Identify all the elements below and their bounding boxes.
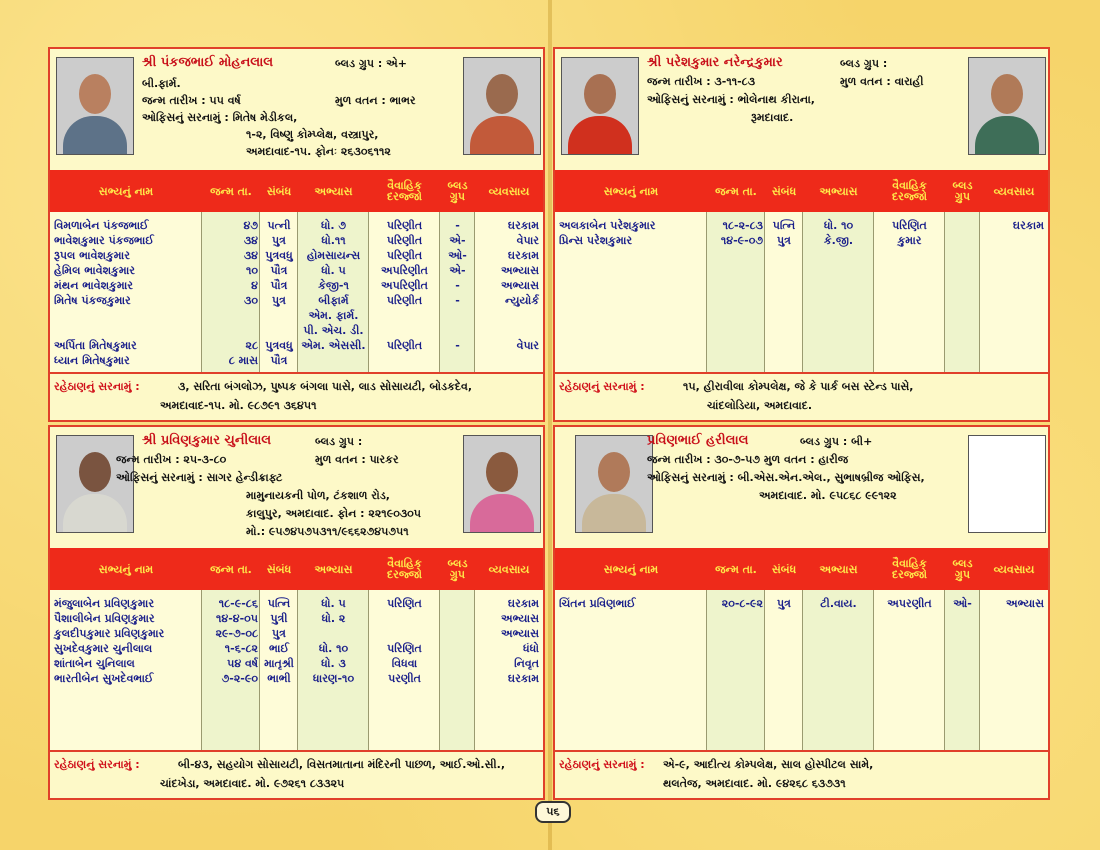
member-marital: અપરિણીત [381, 279, 428, 292]
address-line: ૩, સરિતા બંગલોઝ, પુષ્પક બંગલા પાસે, લાડ સોસાયટી, બોડકદેવ, [178, 380, 473, 393]
member-name: રૂપલ ભાવેશકુમાર [54, 249, 130, 262]
member-education: બીફાર્મ [318, 294, 349, 307]
member-occupation: વેપાર [516, 234, 539, 247]
member-marital: પરિણીત [386, 234, 423, 247]
col-header-education: અભ્યાસ [314, 184, 353, 198]
card-header [555, 427, 1048, 545]
member-dob: ૩૪ [243, 234, 258, 247]
member-marital: પરણીત [388, 672, 421, 685]
family-card [48, 47, 545, 422]
member-name: અર્પિતા મિતેષકુમાર [54, 339, 137, 352]
member-dob: ૩૦ [244, 294, 258, 307]
member-name: મંથન ભાવેશકુમાર [54, 279, 133, 292]
col-header-marital: વૈવાહિક દરજ્જો [892, 557, 927, 581]
member-marital: કુમાર [897, 234, 922, 247]
info-line: બી.ફાર્મ. [142, 77, 181, 90]
members-table [555, 212, 1048, 372]
member-blood: - [455, 219, 460, 232]
table-row [50, 353, 543, 368]
native-place: મુળ વતન : પારકર [315, 453, 399, 466]
member-education: એમ. ફાર્મ. [308, 309, 359, 322]
table-header [555, 170, 1048, 212]
member-relation: પત્નિ [267, 597, 291, 610]
member-marital: પરિણિત [892, 219, 927, 232]
table-row [555, 233, 1048, 248]
member-dob: ૮ માસ [228, 354, 258, 367]
member-dob: ૧૮-૨-૮૩ [722, 219, 763, 232]
info-line: ઓફિસનું સરનામું : ભોલેનાથ કીરાના, [647, 93, 815, 106]
member-occupation: ઘરકામ [507, 219, 539, 232]
member-dob: ૪૭ [243, 219, 258, 232]
address-label: રહેઠાણનું સરનામું : [559, 380, 645, 393]
member-dob: ૩૪ [243, 249, 258, 262]
blood-group: બ્લડ ગ્રુપ : [315, 435, 363, 448]
member-marital: અપરણીત [887, 597, 932, 610]
native-place: મુળ વતન : ભાભર [335, 94, 416, 107]
blood-group: બ્લડ ગ્રુપ : બી+ [800, 435, 873, 448]
spouse-photo [463, 435, 541, 533]
member-education: એમ. એસસી. [301, 339, 366, 352]
address-line: થલતેજ, અમદાવાદ. મો. ૯૪૨૬૮ ૬૩૭૩૧ [663, 777, 846, 790]
col-header-name: સભ્યનું નામ [603, 184, 659, 198]
member-occupation: વેપાર [516, 339, 539, 352]
member-education: ટી.વાય. [820, 597, 857, 610]
table-row [50, 611, 543, 626]
member-relation: પૌત્ર [270, 354, 288, 367]
info-line: ઓફિસનું સરનામું : સાગર હેન્ડીક્રાફ્ટ [116, 471, 283, 484]
member-name: હેમિલ ભાવેશકુમાર [54, 264, 135, 277]
member-name: મિતેષ પંકજકુમાર [54, 294, 131, 307]
member-dob: ૧૪-૪-૦૫ [215, 612, 258, 625]
member-occupation: નિવૃત [514, 657, 539, 670]
table-row [555, 596, 1048, 611]
member-name: ભાવેશકુમાર પંકજભાઈ [54, 234, 154, 247]
info-line: ઓફિસનું સરનામું : બી.એસ.એન.એલ., સુભાષબ્રીજ ઓફિસ, [647, 471, 925, 484]
member-occupation: અભ્યાસ [1005, 597, 1044, 610]
native-place: મુળ વતન : વારાહી [840, 75, 924, 88]
info-line: રૂમદાવાદ. [751, 111, 794, 124]
table-row [50, 596, 543, 611]
col-header-education: અભ્યાસ [819, 184, 858, 198]
member-dob: ૫૪ વર્ષ [227, 657, 258, 670]
member-name: મંજુલાબેન પ્રવિણકુમાર [54, 597, 155, 610]
col-header-name: સભ્યનું નામ [603, 562, 659, 576]
residence-address [50, 372, 543, 422]
info-line: જન્મ તારીખ : ૩-૧૧-૮૩ [647, 75, 756, 88]
member-name: શાંતાબેન ચુનિલાલ [54, 657, 135, 670]
col-header-blood: બ્લડ ગ્રુપ [952, 557, 973, 581]
member-relation: પત્નિ [772, 219, 796, 232]
member-dob: ૧-૬-૮૨ [224, 642, 258, 655]
info-line: જન્મ તારીખ : ૨૫-૩-૮૦ [116, 453, 227, 466]
info-line: જન્મ તારીખ : ૩૦-૭-૫૭ મુળ વતન : હારીજ [647, 453, 849, 466]
member-marital: અપરિણીત [381, 264, 428, 277]
address-line: બી-૪૩, સહયોગ સોસાયટી, વિસતમાતાના મંદિરની પાછળ, આઈ.ઓ.સી., [178, 758, 506, 771]
member-marital: પરિણીત [386, 294, 423, 307]
member-name: પ્રિન્સ પરેશકુમાર [559, 234, 633, 247]
address-label: રહેઠાણનું સરનામું : [54, 758, 140, 771]
head-photo [561, 57, 639, 155]
col-header-name: સભ્યનું નામ [98, 562, 154, 576]
table-row [50, 338, 543, 353]
member-relation: પુત્ર [272, 234, 286, 247]
member-relation: પુત્રી [270, 612, 288, 625]
member-relation: પુત્ર [777, 234, 791, 247]
table-header [50, 548, 543, 590]
col-header-marital: વૈવાહિક દરજ્જો [892, 179, 927, 203]
col-header-relation: સંબંધ [771, 562, 797, 576]
member-name: પૈશાલીબેન પ્રવિણકુમાર [54, 612, 155, 625]
member-education: કેજી-૧ [318, 279, 349, 292]
col-header-occupation: વ્યવસાય [488, 562, 530, 576]
member-marital: પરિણિત [387, 597, 422, 610]
table-row [50, 626, 543, 641]
family-card [553, 425, 1050, 800]
address-label: રહેઠાણનું સરનામું : [54, 380, 140, 393]
address-line: એ-૯, આદીત્ય કોમ્પલેક્ષ, સાલ હોસ્પીટલ સામે, [663, 758, 874, 771]
info-line: ઓફિસનું સરનામું : મિતેષ મેડીકલ, [142, 111, 298, 124]
member-occupation: ન્યુયોર્ક [504, 294, 539, 307]
member-education: હોમસાયન્સ [306, 249, 361, 262]
table-row [50, 656, 543, 671]
member-blood: ઓ- [953, 597, 972, 610]
col-header-education: અભ્યાસ [314, 562, 353, 576]
info-line: ૧-૨, વિષ્ણુ કોમ્પ્લેક્ષ, વસ્ત્રાપુર, [246, 128, 379, 141]
member-marital: પરિણીત [386, 219, 423, 232]
member-relation: પુત્રવધુ [265, 249, 293, 262]
members-table [555, 590, 1048, 750]
member-education: ધારણ-૧૦ [312, 672, 355, 685]
member-relation: પુત્ર [777, 597, 791, 610]
member-name: ચિંતન પ્રવિણભાઈ [559, 597, 636, 610]
member-dob: ૧૮-૯-૮૬ [218, 597, 258, 610]
member-education: પી. એચ. ડી. [303, 324, 364, 337]
member-relation: પુત્ર [272, 627, 286, 640]
family-head-name: શ્રી પરેશકુમાર નરેન્દ્રકુમાર [647, 55, 783, 70]
book-spine [548, 0, 552, 850]
residence-address [50, 750, 543, 800]
member-occupation: ઘરકામ [507, 672, 539, 685]
table-header [555, 548, 1048, 590]
member-dob: ૨૦-૮-૯૨ [721, 597, 763, 610]
table-row [50, 293, 543, 308]
member-relation: પૌત્ર [270, 279, 288, 292]
address-line: ચાંદખેડા, અમદાવાદ. મો. ૯૭૨૬૧ ૮૩૩૨૫ [160, 777, 345, 790]
member-name: વિમળાબેન પંકજભાઈ [54, 219, 149, 232]
residence-address [555, 372, 1048, 422]
card-header [50, 427, 543, 545]
member-occupation: ઘરકામ [1012, 219, 1044, 232]
member-blood: ઓ- [448, 249, 467, 262]
col-header-dob: જન્મ તા. [210, 184, 252, 198]
info-line: મો.: ૯૫૭૪૫૭૫૩૧૧/૯૬૬૨૭૪૫૭૫૧ [246, 525, 409, 538]
col-header-dob: જન્મ તા. [210, 562, 252, 576]
col-header-blood: બ્લડ ગ્રુપ [447, 557, 468, 581]
member-dob: ૨૮ [245, 339, 258, 352]
info-line: કાલુપુર, અમદાવાદ. ફોન : ૨૨૧૯૦૩૦૫ [246, 507, 422, 520]
member-name: કુલદીપકુમાર પ્રવિણકુમાર [54, 627, 165, 640]
members-table [50, 212, 543, 372]
member-marital: પરિણીત [386, 249, 423, 262]
col-header-occupation: વ્યવસાય [488, 184, 530, 198]
spouse-photo [463, 57, 541, 155]
col-header-relation: સંબંધ [771, 184, 797, 198]
member-marital: વિધવા [391, 657, 418, 670]
table-header [50, 170, 543, 212]
head-photo [56, 57, 134, 155]
address-label: રહેઠાણનું સરનામું : [559, 758, 645, 771]
member-relation: પત્ની [267, 219, 291, 232]
member-occupation: ધંધો [523, 642, 539, 655]
family-card [553, 47, 1050, 422]
member-occupation: અભ્યાસ [500, 264, 539, 277]
member-relation: માતૃશ્રી [264, 657, 294, 670]
table-row [50, 671, 543, 686]
member-name: અલકાબેન પરેશકુમાર [559, 219, 656, 232]
family-head-name: શ્રી પ્રવિણકુમાર ચુનીલાલ [142, 433, 272, 448]
members-table [50, 590, 543, 750]
member-education: ધો. ૧૦ [823, 219, 854, 232]
member-education: ધો. ૨ [321, 612, 346, 625]
member-blood: - [455, 279, 460, 292]
blood-group: બ્લડ ગ્રુપ : [840, 57, 888, 70]
table-row [50, 233, 543, 248]
col-header-blood: બ્લડ ગ્રુપ [447, 179, 468, 203]
residence-address [555, 750, 1048, 800]
col-header-dob: જન્મ તા. [715, 562, 757, 576]
member-name: સુખદેવકુમાર ચુનીલાલ [54, 642, 153, 655]
family-head-name: પ્રવિણભાઈ હરીલાલ [647, 433, 749, 448]
member-relation: પુત્રવધુ [265, 339, 293, 352]
member-education: ધો. ૩ [321, 657, 346, 670]
member-dob: ૭-૨-૯૦ [221, 672, 258, 685]
card-header [555, 49, 1048, 167]
info-line: અમદાવાદ-૧૫. ફોનઃ ૨૬૩૦૬૧૧૨ [246, 145, 391, 158]
member-dob: ૧૦ [245, 264, 258, 277]
member-education: ધો.૧૧ [321, 234, 346, 247]
card-header [50, 49, 543, 167]
member-marital: પરિણિત [387, 642, 422, 655]
spouse-photo [968, 57, 1046, 155]
member-education: કે.જી. [823, 234, 854, 247]
family-head-name: શ્રી પંકજભાઈ મોહનલાલ [142, 55, 274, 70]
table-row [555, 218, 1048, 233]
member-occupation: અભ્યાસ [500, 612, 539, 625]
member-education: ધો. ૭ [320, 219, 346, 232]
member-education: ધો. ૧૦ [318, 642, 349, 655]
member-dob: ૨૯-૭-૦૮ [215, 627, 258, 640]
table-row [50, 641, 543, 656]
col-header-marital: વૈવાહિક દરજ્જો [387, 557, 422, 581]
col-header-occupation: વ્યવસાય [993, 562, 1035, 576]
col-header-relation: સંબંધ [266, 562, 292, 576]
col-header-blood: બ્લડ ગ્રુપ [952, 179, 973, 203]
col-header-name: સભ્યનું નામ [98, 184, 154, 198]
member-occupation: ઘરકામ [507, 249, 539, 262]
col-header-occupation: વ્યવસાય [993, 184, 1035, 198]
member-education: ધો. ૫ [321, 597, 346, 610]
table-row [50, 308, 543, 323]
info-line: મામુનાયકની પોળ, ટંકશાળ રોડ, [246, 489, 390, 502]
spouse-photo-placeholder [968, 435, 1046, 533]
col-header-relation: સંબંધ [266, 184, 292, 198]
col-header-education: અભ્યાસ [819, 562, 858, 576]
member-blood: - [455, 339, 460, 352]
info-line: જન્મ તારીખ : ૫૫ વર્ષ [142, 94, 241, 107]
col-header-dob: જન્મ તા. [715, 184, 757, 198]
member-blood: એ- [449, 234, 466, 247]
address-line: ૧૫, હીરાવીલા કોમ્પલેક્ષ, જે કે પાર્ક બસ સ્ટેન્ડ પાસે, [683, 380, 914, 393]
member-marital: પરિણીત [386, 339, 423, 352]
member-relation: ભાઈ [269, 642, 289, 655]
head-photo [575, 435, 653, 533]
col-header-marital: વૈવાહિક દરજ્જો [387, 179, 422, 203]
table-row [50, 263, 543, 278]
family-card [48, 425, 545, 800]
member-occupation: અભ્યાસ [500, 279, 539, 292]
member-blood: એ- [449, 264, 466, 277]
page-number: ૫૬ [535, 801, 571, 823]
member-education: ધો. ૫ [321, 264, 346, 277]
member-occupation: ઘરકામ [507, 597, 539, 610]
table-row [50, 248, 543, 263]
member-blood: - [455, 294, 460, 307]
table-row [50, 218, 543, 233]
member-relation: ભાભી [267, 672, 291, 685]
member-relation: પુત્ર [272, 294, 286, 307]
member-name: ધ્યાન મિતેષકુમાર [54, 354, 130, 367]
address-line: અમદાવાદ-૧૫. મો. ૯૮૭૯૧ ૩૬૪૫૧ [160, 399, 317, 412]
member-name: ભારતીબેન સુખદેવભાઈ [54, 672, 154, 685]
member-dob: ૪ [251, 279, 258, 292]
info-line: અમદાવાદ. મો. ૯૫૮૬૮ ૯૯૧૨૨ [759, 489, 897, 502]
table-row [50, 323, 543, 338]
member-occupation: અભ્યાસ [500, 627, 539, 640]
address-line: ચાંદલોડિયા, અમદાવાદ. [707, 399, 813, 412]
member-dob: ૧૪-૯-૦૭ [720, 234, 763, 247]
blood-group: બ્લડ ગ્રુપ : એ+ [335, 57, 407, 70]
member-relation: પૌત્ર [270, 264, 288, 277]
table-row [50, 278, 543, 293]
